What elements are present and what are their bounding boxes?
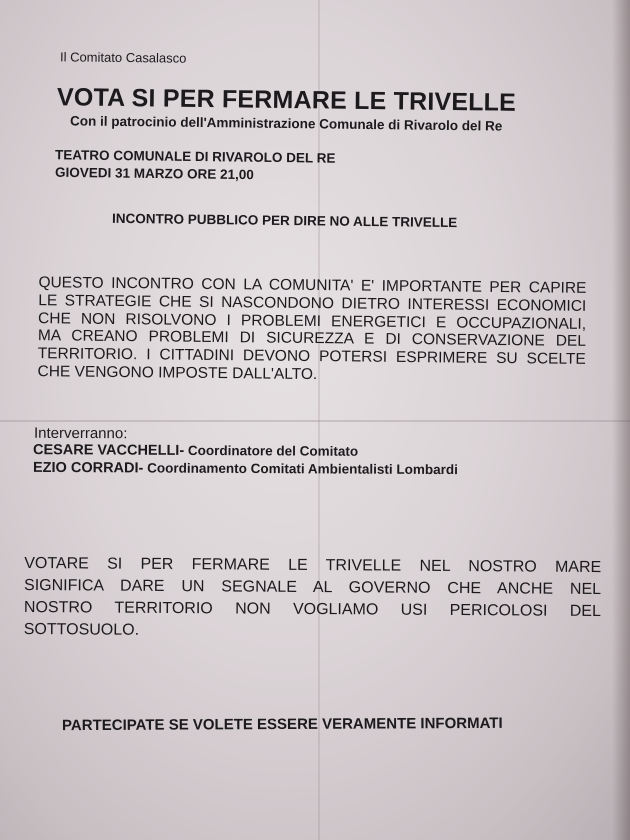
- speaker-name: CESARE VACCHELLI-: [32, 442, 185, 459]
- headline: VOTA SI PER FERMARE LE TRIVELLE: [56, 83, 517, 117]
- speaker-role: Coordinamento Comitati Ambientalisti Lombardi: [143, 460, 458, 478]
- body-line: CHE VENGONO IMPOSTE DALL'ALTO.: [37, 363, 318, 384]
- patronage-line: Con il patrocinio dell'Amministrazione Comunale di Rivarolo del Re: [69, 113, 503, 134]
- event-venue: TEATRO COMUNALE DI RIVAROLO DEL RE: [54, 147, 336, 166]
- body-line: LE STRATEGIE CHE SI NASCONDONO DIETRO INTERESSI ECONOMICI: [38, 291, 587, 315]
- closing-line: SOTTOSUOLO.: [23, 620, 140, 639]
- speakers-label: Interverranno:: [33, 424, 128, 443]
- body-paragraph: [37, 274, 586, 387]
- body-line: MA CREANO PROBLEMI DI SICUREZZA E DI CONSERVAZIONE DEL: [37, 327, 586, 351]
- event-date: GIOVEDI 31 MARZO ORE 21,00: [54, 164, 254, 183]
- body-line: TERRITORIO. I CITTADINI DEVONO POTERSI ESPRIMERE SU SCELTE: [37, 345, 586, 369]
- committee-name: Il Comitato Casalasco: [59, 49, 187, 66]
- fold-crease-horizontal: [0, 420, 630, 422]
- footer-call-to-action: PARTECIPATE SE VOLETE ESSERE VERAMENTE INFORMATI: [61, 714, 503, 735]
- body-line: CHE NON RISOLVONO I PROBLEMI ENERGETICI E OCCUPAZIONALI,: [38, 309, 587, 333]
- body-line: QUESTO INCONTRO CON LA COMUNITA' E' IMPORTANTE PER CAPIRE: [38, 274, 587, 297]
- closing-line: SIGNIFICA DARE UN SEGNALE AL GOVERNO CHE ANCHE NEL: [24, 576, 602, 599]
- speaker-item: [33, 442, 358, 460]
- closing-line: NOSTRO TERRITORIO NON VOGLIAMO USI PERICOLOSI DEL: [23, 598, 601, 621]
- meeting-title: INCONTRO PUBBLICO PER DIRE NO ALLE TRIVELLE: [111, 210, 458, 231]
- speaker-item: [33, 460, 458, 478]
- speaker-role: Coordinatore del Comitato: [184, 442, 359, 459]
- speaker-name: EZIO CORRADI-: [32, 459, 144, 477]
- paper-edge-shadow: [612, 0, 630, 840]
- closing-line: VOTARE SI PER FERMARE LE TRIVELLE NEL NOSTRO MARE: [24, 554, 602, 577]
- closing-paragraph: [24, 553, 602, 645]
